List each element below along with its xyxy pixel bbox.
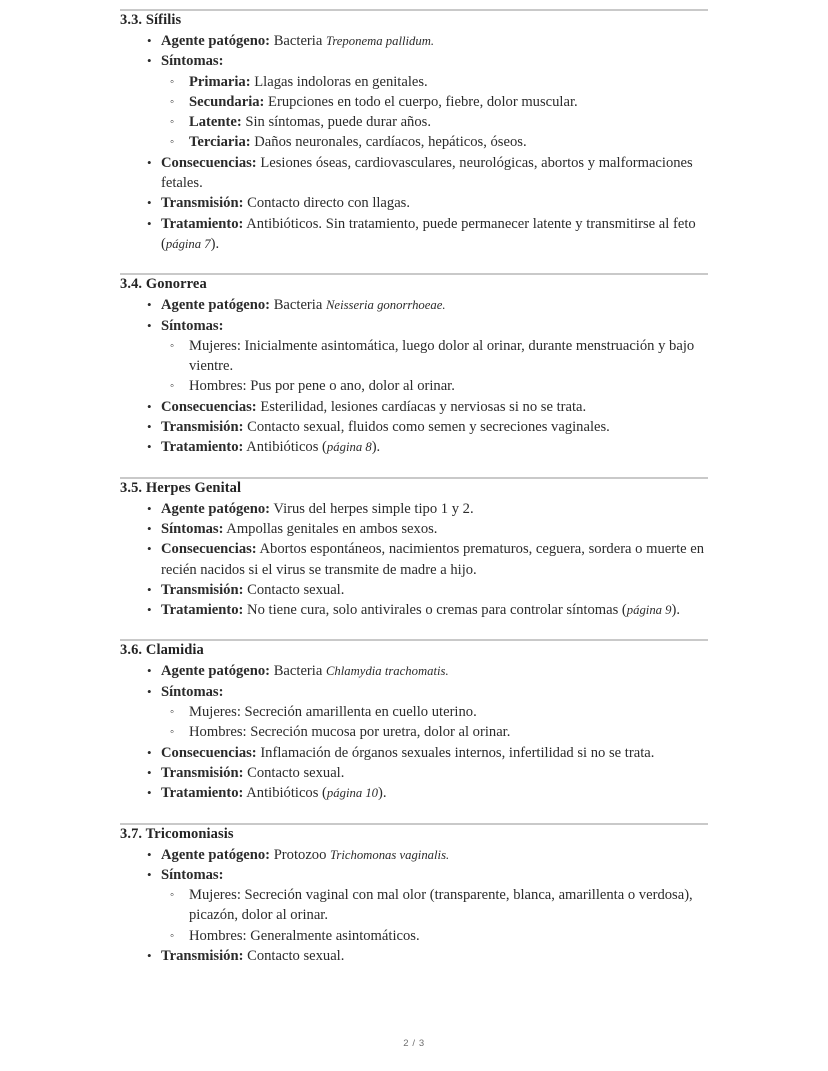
item-text: Antibióticos. Sin tratamiento, puede permanecer latente y transmitirse al feto ( — [161, 215, 696, 252]
document-section — [120, 0, 708, 264]
item-text-tail: ). — [371, 439, 381, 456]
bullet-hollow-icon: ◦ — [170, 75, 175, 88]
sub-item-label: Hombres: — [189, 927, 247, 944]
list-item — [120, 316, 708, 397]
item-text-tail: ). — [378, 785, 387, 802]
sub-list-item — [161, 885, 708, 926]
sub-item-text: Secreción vaginal con mal olor (transparente, blanca, amarillenta o verdosa), picazón, dolor al orinar. — [189, 887, 693, 924]
sub-bullet-list — [161, 336, 708, 397]
sub-item-label: Secundaria: — [189, 93, 265, 110]
item-text: Contacto directo con llagas. — [243, 195, 411, 212]
sub-item-text: Daños neuronales, cardíacos, hepáticos, óseos. — [250, 134, 527, 151]
bullet-filled-icon: • — [147, 195, 152, 211]
sub-bullet-list — [161, 885, 708, 946]
sub-item-text: Secreción mucosa por uretra, dolor al orinar. — [246, 724, 511, 741]
list-item — [120, 295, 708, 315]
bullet-filled-icon: • — [147, 846, 152, 862]
bullet-filled-icon: • — [147, 500, 152, 516]
document-section — [120, 468, 708, 631]
section-body — [120, 11, 708, 264]
list-item — [120, 417, 708, 437]
item-italic-text: página 8 — [326, 440, 372, 455]
sub-list-item — [161, 926, 708, 946]
sub-list-item — [161, 722, 708, 742]
bullet-filled-icon: • — [147, 866, 152, 882]
item-text: No tiene cura, solo antivirales o cremas para controlar síntomas ( — [243, 602, 627, 619]
list-item — [120, 153, 708, 194]
bullet-filled-icon: • — [147, 53, 152, 69]
bullet-filled-icon: • — [147, 581, 152, 597]
item-label: Agente patógeno: — [161, 846, 271, 863]
sub-list-item — [161, 92, 708, 112]
bullet-filled-icon: • — [147, 541, 152, 557]
list-item — [120, 783, 708, 803]
section-heading: 3.6. Clamidia — [120, 642, 204, 659]
item-label: Consecuencias: — [161, 744, 257, 761]
sub-item-text: Secreción amarillenta en cuello uterino. — [240, 704, 477, 721]
section-bullet-list — [120, 31, 708, 254]
item-label: Tratamiento: — [161, 602, 244, 619]
item-text: Bacteria — [270, 663, 326, 680]
list-item — [120, 193, 708, 213]
bullet-hollow-icon: ◦ — [170, 706, 175, 719]
item-text: Contacto sexual. — [243, 947, 345, 964]
sub-list-item — [161, 132, 708, 152]
list-item — [120, 600, 708, 620]
bullet-filled-icon: • — [147, 439, 152, 455]
section-bullet-list — [120, 499, 708, 621]
sub-list-item — [161, 112, 708, 132]
item-italic-text: Treponema pallidum. — [325, 34, 435, 48]
sub-item-label: Primaria: — [189, 73, 251, 90]
bullet-filled-icon: • — [147, 663, 152, 679]
sub-bullet-list — [161, 702, 708, 743]
item-label: Transmisión: — [161, 581, 244, 598]
sub-item-text: Llagas indoloras en genitales. — [250, 73, 428, 90]
item-italic-text: página 9 — [626, 603, 672, 618]
section-bullet-list — [120, 845, 708, 967]
list-item — [120, 743, 708, 763]
section-body — [120, 825, 708, 977]
item-text: Abortos espontáneos, nacimientos prematuros, ceguera, sordera o muerte en recién nacidos si el virus se transmite de madre a hijo. — [161, 541, 705, 578]
section-body — [120, 479, 708, 631]
item-italic-text: Neisseria gonorrhoeae. — [325, 298, 446, 313]
item-text: Contacto sexual, fluidos como semen y secreciones vaginales. — [243, 419, 610, 436]
sub-item-label: Terciaria: — [189, 134, 251, 151]
item-text-tail: ). — [210, 235, 220, 252]
sub-item-text: Erupciones en todo el cuerpo, fiebre, dolor muscular. — [264, 93, 578, 110]
document-section — [120, 814, 708, 977]
bullet-hollow-icon: ◦ — [170, 339, 175, 352]
bullet-filled-icon: • — [147, 785, 152, 801]
list-item — [120, 682, 708, 743]
item-text: Inflamación de órganos sexuales internos, infertilidad si no se trata. — [256, 744, 655, 761]
bullet-hollow-icon: ◦ — [170, 380, 175, 393]
bullet-filled-icon: • — [147, 33, 152, 48]
item-text: Antibióticos ( — [243, 785, 327, 802]
item-italic-text: Chlamydia trachomatis. — [325, 664, 449, 679]
item-text: Lesiones óseas, cardiovasculares, neurológicas, abortos y malformaciones fetales. — [161, 154, 693, 192]
item-label: Síntomas: — [161, 683, 224, 700]
bullet-hollow-icon: ◦ — [170, 116, 175, 129]
bullet-filled-icon: • — [147, 297, 152, 313]
list-item — [120, 51, 708, 152]
sub-item-label: Mujeres: — [189, 704, 241, 721]
item-label: Transmisión: — [161, 764, 244, 781]
sub-item-label: Mujeres: — [189, 887, 241, 904]
list-item — [120, 214, 708, 255]
list-item — [120, 539, 708, 580]
item-label: Transmisión: — [161, 419, 244, 436]
sub-item-text: Generalmente asintomáticos. — [246, 927, 420, 944]
bullet-filled-icon: • — [147, 317, 152, 333]
item-text: Esterilidad, lesiones cardíacas y nerviosas si no se trata. — [256, 398, 587, 415]
bullet-filled-icon: • — [147, 419, 152, 435]
section-heading: 3.5. Herpes Genital — [120, 479, 242, 496]
section-body — [120, 275, 708, 467]
item-label: Tratamiento: — [161, 785, 244, 802]
document-section — [120, 630, 708, 813]
list-item — [120, 763, 708, 783]
item-label: Transmisión: — [161, 195, 244, 212]
item-label: Síntomas: — [161, 317, 224, 334]
sub-list-item — [161, 376, 708, 396]
bullet-filled-icon: • — [147, 602, 152, 618]
item-label: Síntomas: — [161, 866, 224, 883]
document-page — [120, 0, 708, 976]
sub-item-label: Hombres: — [189, 378, 247, 395]
item-label: Agente patógeno: — [161, 500, 271, 517]
sub-item-label: Hombres: — [189, 724, 247, 741]
item-label: Consecuencias: — [161, 398, 257, 415]
bullet-filled-icon: • — [147, 947, 152, 963]
section-bullet-list — [120, 661, 708, 803]
bullet-filled-icon: • — [147, 764, 152, 780]
item-label: Consecuencias: — [161, 541, 257, 558]
sub-item-label: Latente: — [189, 114, 242, 131]
item-label: Agente patógeno: — [161, 33, 271, 49]
list-item — [120, 31, 708, 51]
item-label: Agente patógeno: — [161, 663, 271, 680]
list-item — [120, 397, 708, 417]
sub-bullet-list — [161, 72, 708, 153]
sub-list-item — [161, 72, 708, 92]
item-label: Transmisión: — [161, 947, 244, 964]
item-text: Contacto sexual. — [243, 581, 345, 598]
bullet-filled-icon: • — [147, 520, 152, 536]
bullet-filled-icon: • — [147, 683, 152, 699]
item-text: Virus del herpes simple tipo 1 y 2. — [270, 500, 474, 517]
document-section — [120, 264, 708, 467]
item-italic-text: Trichomonas vaginalis. — [330, 847, 450, 862]
sub-list-item — [161, 702, 708, 722]
item-label: Síntomas: — [161, 520, 224, 537]
bullet-filled-icon: • — [147, 398, 152, 414]
section-heading: 3.3. Sífilis — [120, 12, 182, 28]
item-label: Tratamiento: — [161, 215, 244, 232]
item-text: Antibióticos ( — [243, 439, 327, 456]
item-text-tail: ). — [671, 602, 681, 619]
list-item — [120, 437, 708, 457]
section-body — [120, 641, 708, 813]
sub-item-text: Sin síntomas, puede durar años. — [241, 114, 431, 131]
list-item — [120, 519, 708, 539]
item-italic-text: página 10 — [326, 786, 379, 801]
item-italic-text: página 7 — [165, 236, 211, 251]
page-number-footer — [0, 1038, 828, 1049]
bullet-hollow-icon: ◦ — [170, 95, 175, 108]
bullet-hollow-icon: ◦ — [170, 929, 175, 942]
list-item — [120, 580, 708, 600]
list-item — [120, 865, 708, 946]
bullet-hollow-icon: ◦ — [170, 889, 175, 902]
sub-list-item — [161, 336, 708, 377]
sub-item-text: Inicialmente asintomática, luego dolor al orinar, durante menstruación y bajo vientre. — [189, 337, 695, 375]
bullet-filled-icon: • — [147, 215, 152, 231]
section-heading: 3.7. Tricomoniasis — [120, 825, 234, 842]
list-item — [120, 661, 708, 681]
item-text: Bacteria — [270, 297, 326, 314]
bullet-hollow-icon: ◦ — [170, 136, 175, 149]
item-text: Protozoo — [270, 846, 331, 863]
bullet-filled-icon: • — [147, 154, 152, 170]
bullet-hollow-icon: ◦ — [170, 726, 175, 739]
bullet-filled-icon: • — [147, 744, 152, 760]
item-label: Tratamiento: — [161, 439, 244, 456]
section-bullet-list — [120, 295, 708, 457]
item-label: Síntomas: — [161, 53, 224, 70]
page-number-label: 2 / 3 — [403, 1038, 425, 1049]
list-item — [120, 499, 708, 519]
sub-item-label: Mujeres: — [189, 337, 241, 354]
item-text: Bacteria — [270, 33, 326, 49]
item-label: Consecuencias: — [161, 154, 257, 171]
list-item — [120, 946, 708, 966]
sub-item-text: Pus por pene o ano, dolor al orinar. — [246, 378, 455, 395]
item-text: Contacto sexual. — [243, 764, 345, 781]
item-text: Ampollas genitales en ambos sexos. — [223, 520, 438, 537]
section-heading: 3.4. Gonorrea — [120, 276, 207, 293]
item-label: Agente patógeno: — [161, 297, 271, 314]
list-item — [120, 845, 708, 865]
